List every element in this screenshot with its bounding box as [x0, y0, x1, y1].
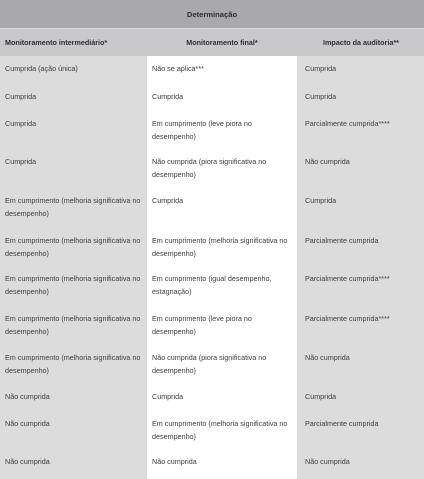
- table-title: Determinação: [0, 0, 424, 28]
- cell-intermediate: Em cumprimento (melhoria significativa no desempenho): [5, 196, 141, 218]
- cell-impact: Parcialmente cumprida: [305, 419, 379, 428]
- cell-intermediate: Não cumprida: [5, 419, 50, 428]
- cell-intermediate: Cumprida: [5, 157, 37, 166]
- cell-final: Cumprida: [152, 392, 184, 401]
- cell-final: Não se aplica***: [152, 64, 204, 73]
- cell-impact: Parcialmente cumprida****: [305, 274, 390, 283]
- header-intermediate: Monitoramento intermediário*: [5, 38, 108, 47]
- cell-intermediate: Em cumprimento (melhoria significativa no desempenho): [5, 274, 141, 296]
- header-final: Monitoramento final*: [186, 38, 258, 47]
- cell-final: Cumprida: [152, 196, 184, 205]
- cell-impact: Não cumprida: [305, 353, 350, 362]
- header-row: [0, 29, 424, 56]
- cell-impact: Cumprida: [305, 392, 337, 401]
- cell-impact: Cumprida: [305, 196, 337, 205]
- cell-final: Em cumprimento (leve piora no desempenho): [152, 119, 252, 141]
- cell-final: Em cumprimento (igual desempenho, estagnação): [152, 274, 272, 296]
- cell-intermediate: Em cumprimento (melhoria significativa no desempenho): [5, 353, 141, 375]
- header-impact: Impacto da auditoria**: [323, 38, 399, 47]
- cell-intermediate: Em cumprimento (melhoria significativa no desempenho): [5, 236, 141, 258]
- cell-impact: Não cumprida: [305, 457, 350, 466]
- cell-impact: Parcialmente cumprida****: [305, 119, 390, 128]
- cell-impact: Parcialmente cumprida: [305, 236, 379, 245]
- cell-final: Não cumprida (piora significativa no desempenho): [152, 157, 267, 179]
- cell-impact: Não cumprida: [305, 157, 350, 166]
- cell-intermediate: Não cumprida: [5, 457, 50, 466]
- cell-impact: Cumprida: [305, 64, 337, 73]
- cell-final: Em cumprimento (leve piora no desempenho): [152, 314, 252, 336]
- cell-intermediate: Cumprida: [5, 119, 37, 128]
- cell-intermediate: Cumprida (ação única): [5, 64, 78, 73]
- cell-intermediate: Em cumprimento (melhoria significativa no desempenho): [5, 314, 141, 336]
- cell-intermediate: Não cumprida: [5, 392, 50, 401]
- cell-intermediate: Cumprida: [5, 92, 37, 101]
- cell-impact: Parcialmente cumprida****: [305, 314, 390, 323]
- cell-impact: Cumprida: [305, 92, 337, 101]
- cell-final: Em cumprimento (melhoria significativa no desempenho): [152, 419, 288, 441]
- cell-final: Cumprida: [152, 92, 184, 101]
- cell-final: Não cumprida (piora significativa no desempenho): [152, 353, 267, 375]
- cell-final: Não cumprida: [152, 457, 197, 466]
- cell-final: Em cumprimento (melhoria significativa no desempenho): [152, 236, 288, 258]
